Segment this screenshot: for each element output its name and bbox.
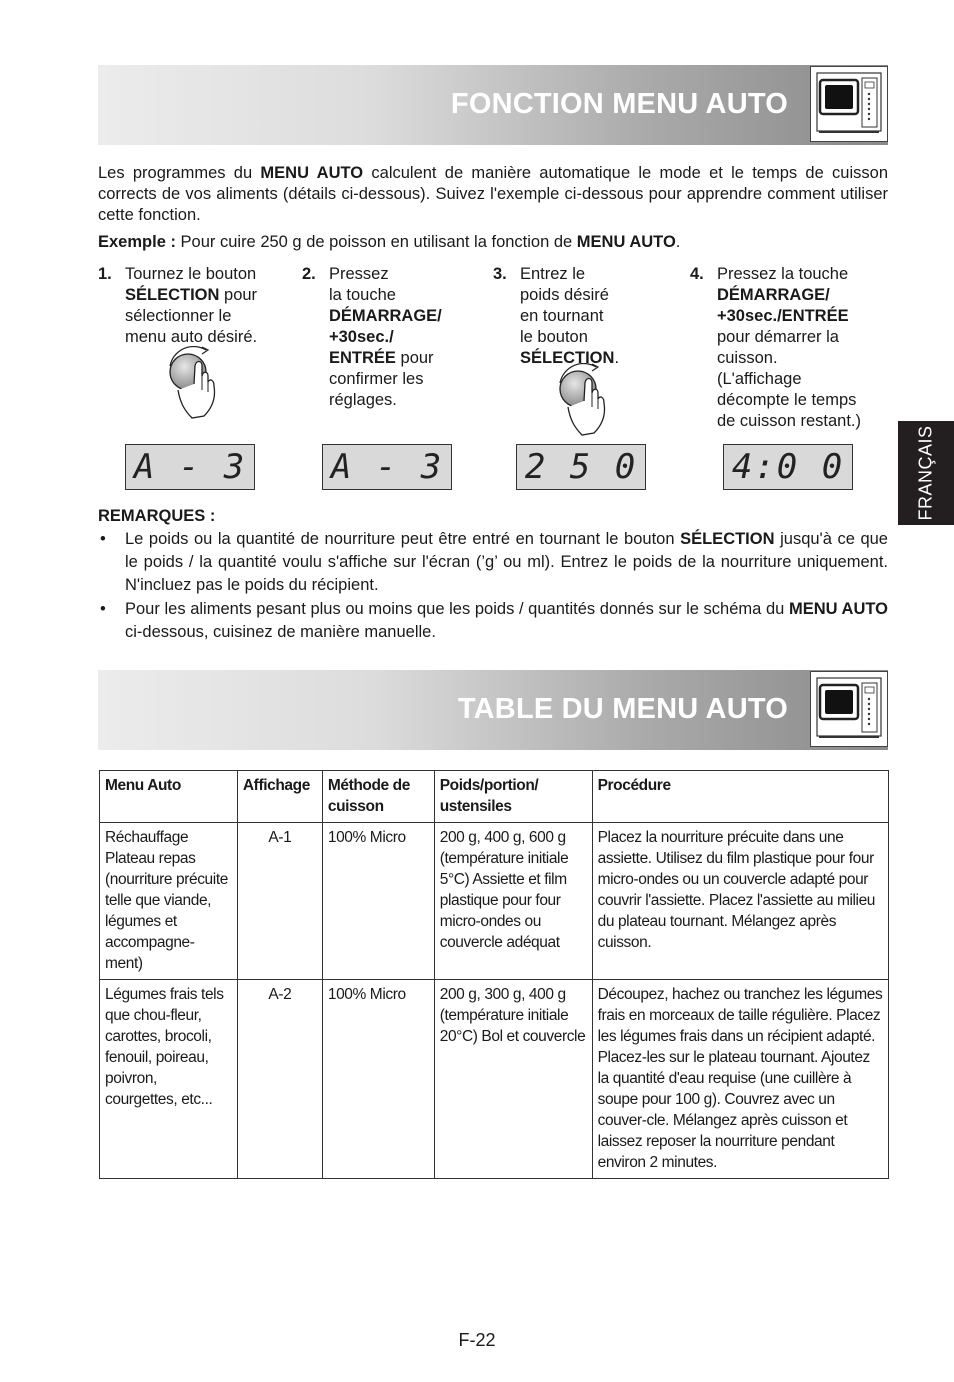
cell-display: A-2 xyxy=(237,980,322,1179)
example-line: Exemple : Pour cuire 250 g de poisson en utilisant la fonction de MENU AUTO. xyxy=(98,233,681,251)
column-header: Affichage xyxy=(237,771,322,823)
lcd-display: A - 3 xyxy=(125,444,255,490)
cell-method: 100% Micro xyxy=(322,823,434,980)
section-banner-table xyxy=(98,670,888,750)
cell-procedure: Placez la nourriture précuite dans une assiette. Utilisez du film plastique pour four micro-ondes ou un couvercle adapté pour couvrir l'assiette. Placez l'assiette au milieu du plateau tournant. Mélangez après cuisson. xyxy=(592,823,888,980)
column-header: Méthode de cuisson xyxy=(322,771,434,823)
section-banner-fonction xyxy=(98,65,888,145)
cell-weight: 200 g, 400 g, 600 g (température initiale 5°C) Assiette et film plastique pour four micro-ondes ou couvercle adéquat xyxy=(434,823,592,980)
list-item: • Le poids ou la quantité de nourriture peut être entré en tournant le bouton SÉLECTION jusqu'à ce que le poids / la quantité voulu s'affiche sur l'écran (’g’ ou ml). Entrez le poids de la nourriture uniquement. N'incluez pas le poids du récipient. xyxy=(100,530,888,594)
table-row xyxy=(100,980,889,1179)
table-header-row xyxy=(100,771,889,823)
column-header: Menu Auto xyxy=(100,771,238,823)
step-text: Pressez la touche DÉMARRAGE/ +30sec./ENTRÉE pour démarrer la cuisson. (L'affichage décompte le temps de cuisson restant.) xyxy=(717,265,861,430)
step-text: Pressez la touche DÉMARRAGE/ +30sec./ ENTRÉE pour confirmer les réglages. xyxy=(329,265,442,409)
auto-menu-table xyxy=(99,770,889,1179)
cell-menu: Légumes frais tels que chou-fleur, carottes, brocoli, fenouil, poireau, poivron, courgettes, etc... xyxy=(100,980,238,1179)
column-header: Procédure xyxy=(592,771,888,823)
lcd-display: A - 3 xyxy=(322,444,452,490)
section-title: TABLE DU MENU AUTO xyxy=(457,693,788,725)
table-row xyxy=(100,823,889,980)
step-text: Tournez le bouton SÉLECTION pour sélectionner le menu auto désiré. xyxy=(125,265,258,346)
selection-knob-icon xyxy=(164,346,234,426)
list-item: • Pour les aliments pesant plus ou moins que les poids / quantités donnés sur le schéma du MENU AUTO ci-dessous, cuisinez de manière manuelle. xyxy=(100,600,889,641)
cell-menu: Réchauffage Plateau repas (nourriture précuite telle que viande, légumes et accompagne-ment) xyxy=(100,823,238,980)
cell-procedure: Découpez, hachez ou tranchez les légumes frais en morceaux de taille régulière. Placez les légumes frais dans un récipient adapté. Placez-les sur le plateau tournant. Ajoutez la quantité d'eau requise (une cuillère à soupe pour 100 g). Couvrez avec un couver-cle. Mélangez après cuisson et laissez reposer la nourriture pendant environ 2 minutes. xyxy=(592,980,888,1179)
selection-knob-icon xyxy=(554,363,624,443)
intro-paragraph: Les programmes du MENU AUTO calculent de manière automatique le mode et le temps de cuisson corrects de vos aliments (détails ci-dessous). Suivez l'exemple ci-dessous pour apprendre comment utiliser cette fonction. xyxy=(98,164,889,224)
remarks-list xyxy=(98,528,888,645)
lcd-display: 4:0 0 xyxy=(723,444,853,490)
cell-method: 100% Micro xyxy=(322,980,434,1179)
column-header: Poids/portion/ ustensiles xyxy=(434,771,592,823)
microwave-icon xyxy=(810,671,888,747)
page-number: F-22 xyxy=(458,1330,496,1350)
step-text: Entrez le poids désiré en tournant le bouton SÉLECTION. xyxy=(520,265,620,367)
language-tab: FRANÇAIS xyxy=(898,421,954,525)
microwave-icon xyxy=(810,66,888,142)
section-title: FONCTION MENU AUTO xyxy=(450,88,788,120)
remarks-title: REMARQUES : xyxy=(98,507,216,525)
lcd-display: 2 5 0 xyxy=(516,444,646,490)
cell-display: A-1 xyxy=(237,823,322,980)
cell-weight: 200 g, 300 g, 400 g (température initiale 20°C) Bol et couvercle xyxy=(434,980,592,1179)
